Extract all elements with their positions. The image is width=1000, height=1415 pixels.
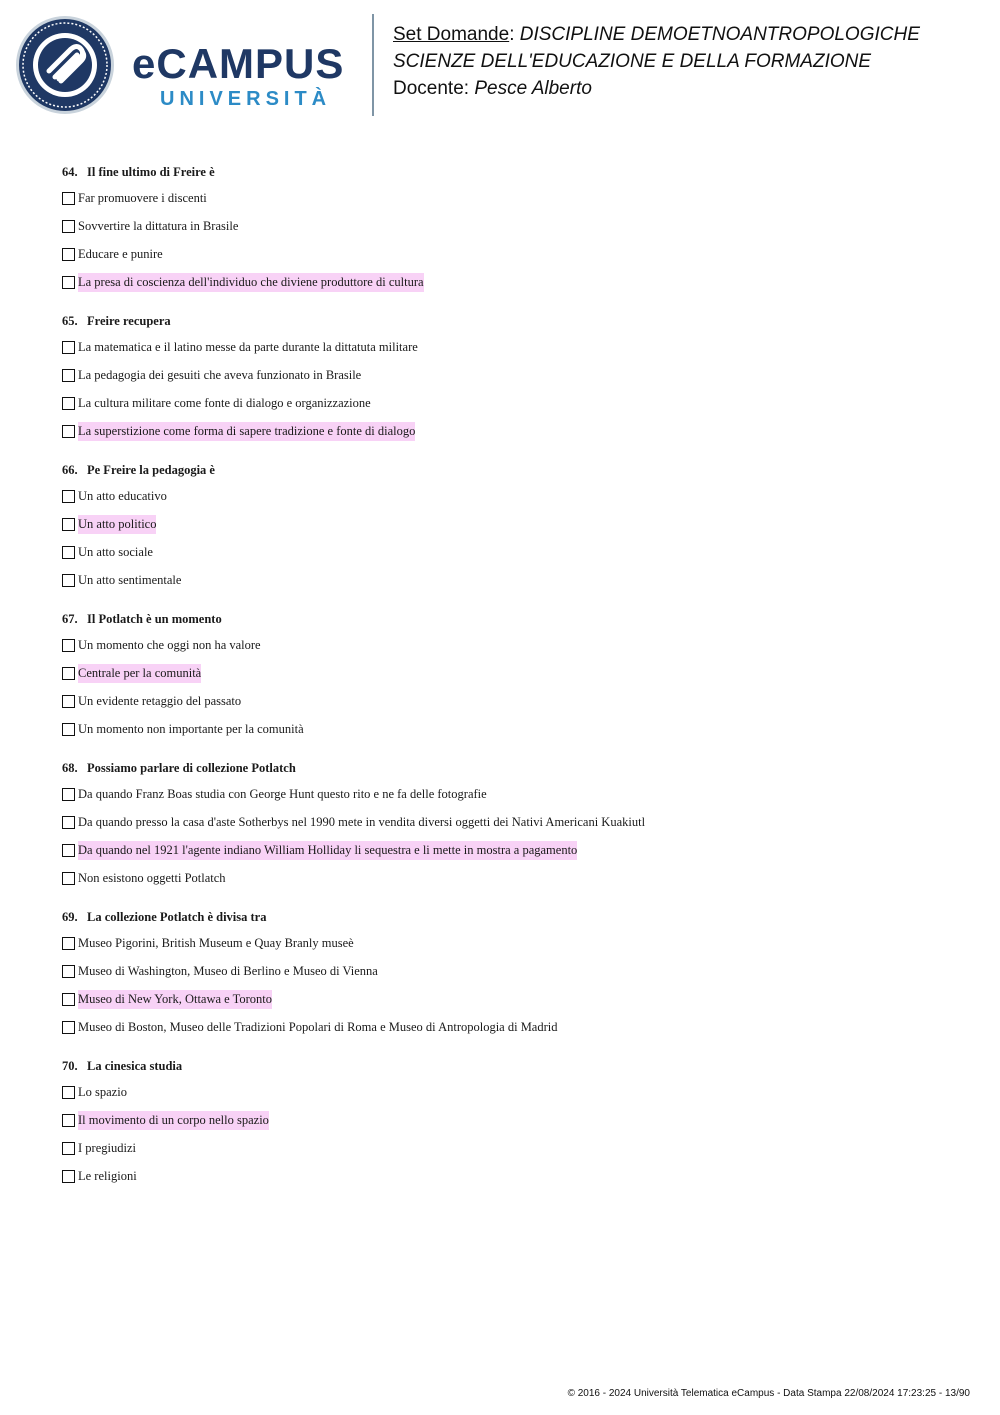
answer-option-text: Museo di Washington, Museo di Berlino e Museo di Vienna <box>78 963 378 978</box>
set-label-separator: : <box>509 24 515 45</box>
checkbox-icon[interactable] <box>62 546 75 559</box>
checkbox-icon[interactable] <box>62 639 75 652</box>
answer-option-text: Far promuovere i discenti <box>78 190 207 205</box>
answer-option[interactable] <box>62 566 962 594</box>
answer-option[interactable] <box>62 184 962 212</box>
answer-option-text: Da quando Franz Boas studia con George Hunt questo rito e ne fa delle fotografie <box>78 786 487 801</box>
question-block <box>62 458 962 594</box>
answer-option-correct[interactable] <box>62 836 962 864</box>
logo-wordmark: eCAMPUS <box>132 40 345 87</box>
question-text: La cinesica studia <box>87 1059 183 1073</box>
checkbox-icon[interactable] <box>62 192 75 205</box>
question-number: 69. <box>62 910 78 924</box>
checkbox-icon[interactable] <box>62 341 75 354</box>
answer-option-text: Un momento non importante per la comunità <box>78 721 304 736</box>
course-name-line-2: SCIENZE DELL'EDUCAZIONE E DELLA FORMAZIONE <box>393 51 872 72</box>
answer-option-correct[interactable] <box>62 268 962 296</box>
checkbox-icon[interactable] <box>62 993 75 1006</box>
answer-option[interactable] <box>62 482 962 510</box>
question-title <box>62 160 962 184</box>
answer-option-text: Un evidente retaggio del passato <box>78 693 242 708</box>
question-text: Possiamo parlare di collezione Potlatch <box>87 761 296 775</box>
question-text: Freire recupera <box>87 314 171 328</box>
answer-option-text: Da quando presso la casa d'aste Sotherbys nel 1990 mete in vendita diversi oggetti dei Nativi Americani Kuakiutl <box>78 814 646 829</box>
answer-option-text: Museo di New York, Ottawa e Toronto <box>78 990 272 1009</box>
ecampus-wordmark-logo <box>132 40 344 110</box>
answer-option[interactable] <box>62 361 962 389</box>
answer-option[interactable] <box>62 715 962 743</box>
answer-option[interactable] <box>62 212 962 240</box>
answer-option-text: Un atto sociale <box>78 544 153 559</box>
checkbox-icon[interactable] <box>62 844 75 857</box>
question-text: La collezione Potlatch è divisa tra <box>87 910 267 924</box>
answer-option[interactable] <box>62 808 962 836</box>
answer-option-correct[interactable] <box>62 659 962 687</box>
question-block <box>62 1054 962 1190</box>
question-title <box>62 309 962 333</box>
answer-option[interactable] <box>62 957 962 985</box>
checkbox-icon[interactable] <box>62 518 75 531</box>
checkbox-icon[interactable] <box>62 937 75 950</box>
course-info <box>393 21 920 102</box>
teacher-name: Pesce Alberto <box>474 78 592 99</box>
question-title <box>62 756 962 780</box>
question-text: Pe Freire la pedagogia è <box>87 463 215 477</box>
question-title <box>62 905 962 929</box>
checkbox-icon[interactable] <box>62 425 75 438</box>
question-number: 66. <box>62 463 78 477</box>
answer-option[interactable] <box>62 687 962 715</box>
answer-option-correct[interactable] <box>62 417 962 445</box>
question-text: Il fine ultimo di Freire è <box>87 165 215 179</box>
answer-option-text: Un atto politico <box>78 515 156 534</box>
checkbox-icon[interactable] <box>62 816 75 829</box>
ecampus-seal-logo-icon <box>15 15 115 115</box>
answer-option-text: Un momento che oggi non ha valore <box>78 637 261 652</box>
checkbox-icon[interactable] <box>62 695 75 708</box>
answer-option[interactable] <box>62 864 962 892</box>
header-divider <box>372 14 374 116</box>
course-name-line-1: DISCIPLINE DEMOETNOANTROPOLOGICHE <box>519 24 920 45</box>
answer-option-text: Museo di Boston, Museo delle Tradizioni Popolari di Roma e Museo di Antropologia di Madrid <box>78 1019 558 1034</box>
answer-option-text: La presa di coscienza dell'individuo che diviene produttore di cultura <box>78 273 424 292</box>
question-title <box>62 1054 962 1078</box>
answer-option-text: Educare e punire <box>78 246 163 261</box>
answer-option[interactable] <box>62 333 962 361</box>
checkbox-icon[interactable] <box>62 248 75 261</box>
answer-option-correct[interactable] <box>62 510 962 538</box>
question-list <box>62 160 962 1203</box>
checkbox-icon[interactable] <box>62 667 75 680</box>
answer-option[interactable] <box>62 240 962 268</box>
answer-option[interactable] <box>62 631 962 659</box>
answer-option-text: Un atto educativo <box>78 488 167 503</box>
question-block <box>62 905 962 1041</box>
checkbox-icon[interactable] <box>62 1021 75 1034</box>
answer-option[interactable] <box>62 1013 962 1041</box>
page-header <box>0 0 1000 140</box>
course-line-2 <box>393 48 920 75</box>
answer-option-text: La matematica e il latino messe da parte durante la dittatuta militare <box>78 339 418 354</box>
answer-option-text: Museo Pigorini, British Museum e Quay Branly museè <box>78 935 354 950</box>
answer-option-text: Le religioni <box>78 1168 137 1183</box>
checkbox-icon[interactable] <box>62 490 75 503</box>
question-number: 70. <box>62 1059 78 1073</box>
answer-option-correct[interactable] <box>62 1106 962 1134</box>
answer-option[interactable] <box>62 1078 962 1106</box>
teacher-line <box>393 75 920 102</box>
logo-subtitle: UNIVERSITÀ <box>160 88 332 110</box>
checkbox-icon[interactable] <box>62 872 75 885</box>
answer-option-text: Centrale per la comunità <box>78 664 201 683</box>
question-block <box>62 160 962 296</box>
checkbox-icon[interactable] <box>62 1142 75 1155</box>
answer-option[interactable] <box>62 538 962 566</box>
checkbox-icon[interactable] <box>62 965 75 978</box>
answer-option-text: Il movimento di un corpo nello spazio <box>78 1111 269 1130</box>
question-number: 65. <box>62 314 78 328</box>
question-number: 68. <box>62 761 78 775</box>
answer-option-text: Un atto sentimentale <box>78 572 182 587</box>
teacher-label: Docente: <box>393 78 470 99</box>
answer-option-text: Lo spazio <box>78 1084 127 1099</box>
checkbox-icon[interactable] <box>62 397 75 410</box>
checkbox-icon[interactable] <box>62 1170 75 1183</box>
question-block <box>62 756 962 892</box>
answer-option-text: La cultura militare come fonte di dialogo e organizzazione <box>78 395 371 410</box>
checkbox-icon[interactable] <box>62 369 75 382</box>
question-block <box>62 309 962 445</box>
answer-option[interactable] <box>62 929 962 957</box>
question-block <box>62 607 962 743</box>
answer-option-text: La pedagogia dei gesuiti che aveva funzionato in Brasile <box>78 367 362 382</box>
set-label: Set Domande <box>393 24 510 45</box>
question-number: 67. <box>62 612 78 626</box>
question-number: 64. <box>62 165 78 179</box>
question-title <box>62 607 962 631</box>
checkbox-icon[interactable] <box>62 574 75 587</box>
answer-option-text: Da quando nel 1921 l'agente indiano William Holliday li sequestra e li mette in mostra a pagamento <box>78 841 577 860</box>
checkbox-icon[interactable] <box>62 276 75 289</box>
answer-option[interactable] <box>62 389 962 417</box>
page-footer: © 2016 - 2024 Università Telematica eCampus - Data Stampa 22/08/2024 17:23:25 - 13/90 <box>567 1388 970 1399</box>
answer-option-text: Sovvertire la dittatura in Brasile <box>78 218 239 233</box>
answer-option-text: Non esistono oggetti Potlatch <box>78 870 226 885</box>
answer-option-text: I pregiudizi <box>78 1140 136 1155</box>
answer-option-text: La superstizione come forma di sapere tradizione e fonte di dialogo <box>78 422 415 441</box>
checkbox-icon[interactable] <box>62 220 75 233</box>
checkbox-icon[interactable] <box>62 788 75 801</box>
checkbox-icon[interactable] <box>62 1114 75 1127</box>
answer-option[interactable] <box>62 1134 962 1162</box>
course-line-1 <box>393 21 920 48</box>
question-text: Il Potlatch è un momento <box>87 612 222 626</box>
answer-option[interactable] <box>62 1162 962 1190</box>
answer-option[interactable] <box>62 780 962 808</box>
answer-option-correct[interactable] <box>62 985 962 1013</box>
checkbox-icon[interactable] <box>62 723 75 736</box>
question-title <box>62 458 962 482</box>
checkbox-icon[interactable] <box>62 1086 75 1099</box>
